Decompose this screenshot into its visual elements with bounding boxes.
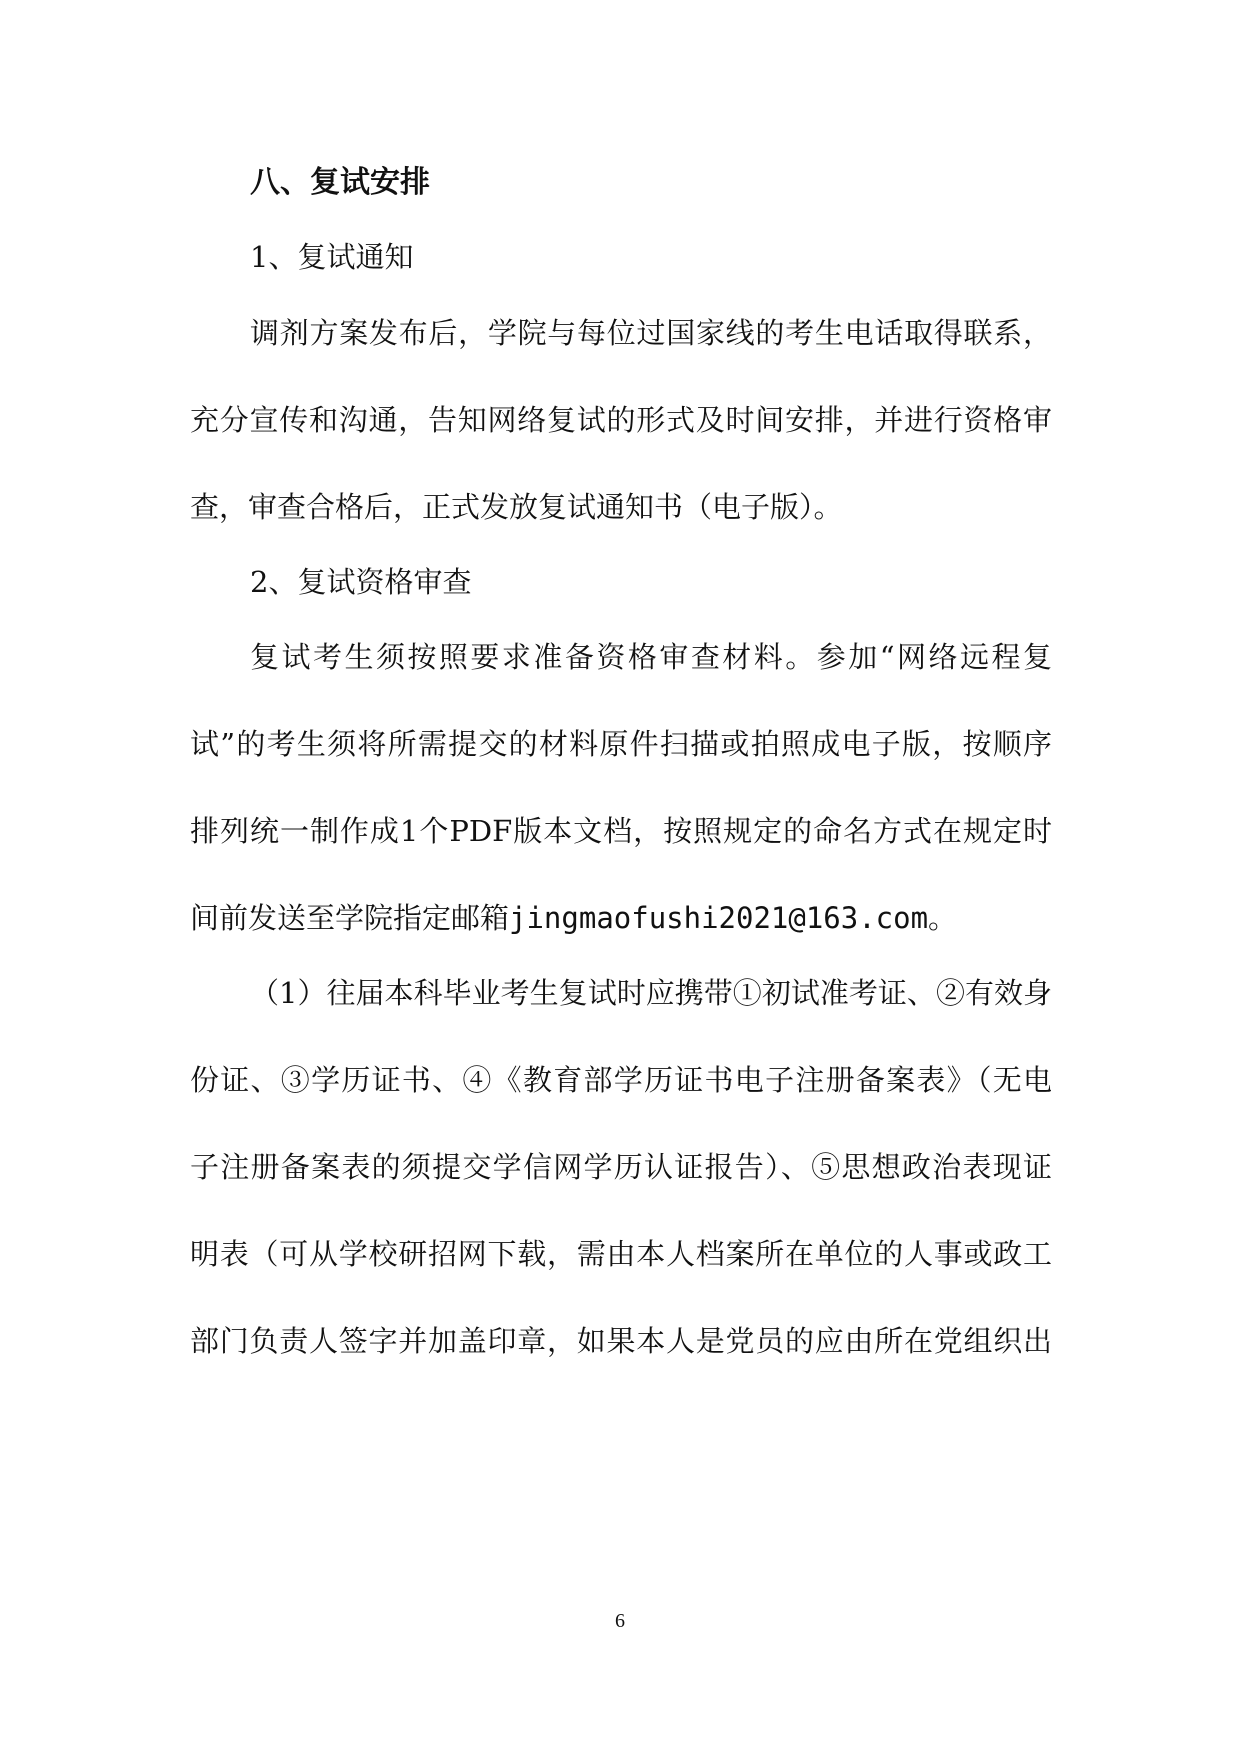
email-line-suffix: 。 — [928, 901, 958, 935]
paragraph-line: 排列统一制作成1个PDF版本文档，按照规定的命名方式在规定时 — [190, 814, 1052, 848]
section-heading: 八、复试安排 — [250, 165, 430, 200]
page-number: 6 — [615, 1610, 625, 1632]
subsection-title-qualification: 2、复试资格审查 — [250, 565, 472, 599]
email-line — [190, 898, 1052, 938]
subsection-title-notice: 1、复试通知 — [250, 240, 414, 274]
email-address: jingmaofushi2021@163.com — [509, 901, 929, 935]
email-line-prefix: 间前发送至学院指定邮箱 — [190, 901, 510, 935]
paragraph-line: 份证、③学历证书、④《教育部学历证书电子注册备案表》（无电 — [190, 1063, 1052, 1097]
paragraph-line: 明表（可从学校研招网下载，需由本人档案所在单位的人事或政工 — [190, 1237, 1052, 1271]
paragraph-line: 复试考生须按照要求准备资格审查材料。参加“网络远程复 — [250, 640, 1052, 674]
paragraph-line: 试”的考生须将所需提交的材料原件扫描或拍照成电子版，按顺序 — [190, 727, 1052, 761]
paragraph-line: 调剂方案发布后，学院与每位过国家线的考生电话取得联系， — [250, 316, 1052, 350]
paragraph-line: 部门负责人签字并加盖印章，如果本人是党员的应由所在党组织出 — [190, 1324, 1052, 1358]
paragraph-line: 查，审查合格后，正式发放复试通知书（电子版）。 — [190, 490, 843, 524]
paragraph-line: （1）往届本科毕业考生复试时应携带①初试准考证、②有效身 — [250, 976, 1052, 1010]
paragraph-line: 子注册备案表的须提交学信网学历认证报告）、⑤思想政治表现证 — [190, 1150, 1052, 1184]
paragraph-line: 充分宣传和沟通，告知网络复试的形式及时间安排，并进行资格审 — [190, 403, 1052, 437]
